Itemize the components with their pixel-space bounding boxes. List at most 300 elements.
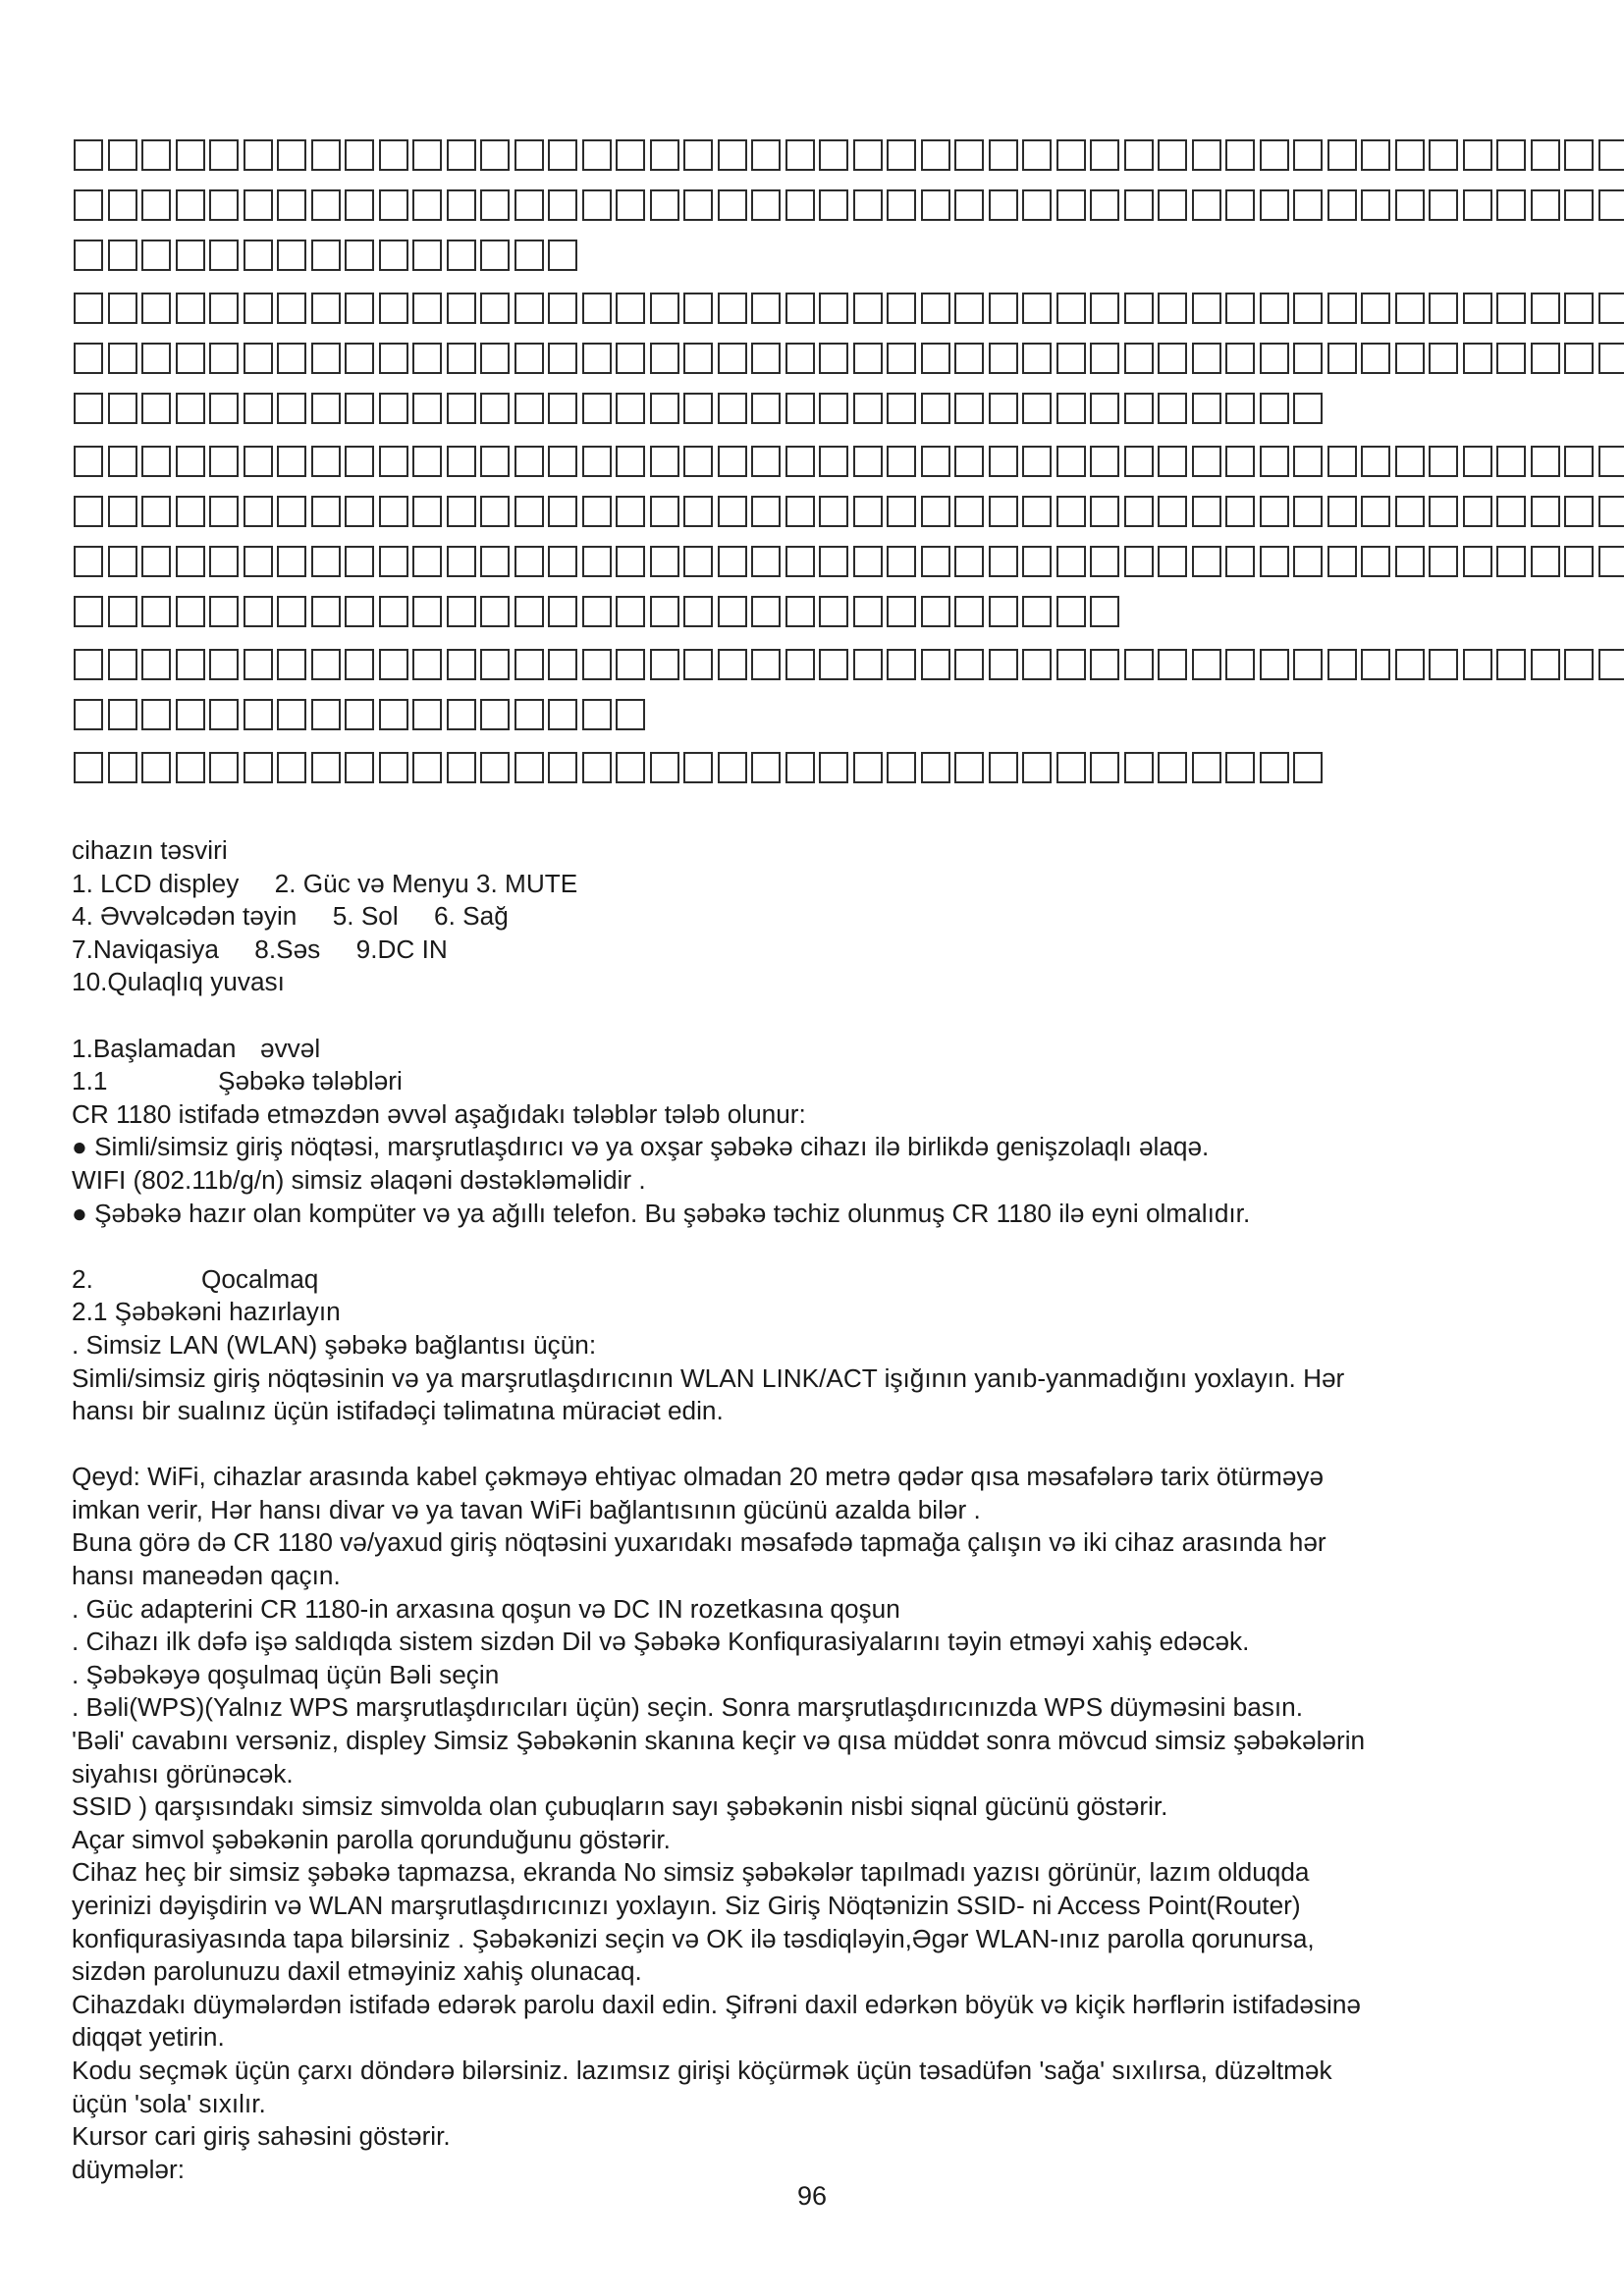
missing-glyph-box bbox=[1260, 752, 1289, 783]
missing-glyph-box bbox=[1327, 293, 1357, 324]
missing-glyph-box bbox=[718, 189, 747, 221]
missing-glyph-box bbox=[548, 240, 577, 271]
missing-glyph-box bbox=[379, 446, 408, 477]
missing-glyph-box bbox=[1056, 596, 1086, 627]
text-line: . Cihazı ilk dəfə işə saldıqda sistem sizdən Dil və Şəbəkə Konfiqurasiyalarını təyin etməyi xahiş edəcək. bbox=[72, 1627, 1250, 1657]
missing-glyph-box bbox=[480, 139, 510, 171]
missing-glyph-box bbox=[718, 596, 747, 627]
missing-glyph-box bbox=[1463, 649, 1492, 680]
missing-glyph-box bbox=[1463, 546, 1492, 577]
missing-glyph-box bbox=[176, 393, 205, 424]
missing-glyph-box bbox=[209, 240, 239, 271]
missing-glyph-box bbox=[548, 649, 577, 680]
missing-glyph-box bbox=[1463, 343, 1492, 374]
missing-glyph-box bbox=[311, 699, 341, 730]
missing-glyph-box bbox=[141, 343, 171, 374]
missing-glyph-box bbox=[853, 446, 883, 477]
missing-glyph-box bbox=[616, 446, 645, 477]
missing-glyph-box bbox=[718, 496, 747, 527]
missing-glyph-box bbox=[141, 189, 171, 221]
missing-glyph-box bbox=[209, 139, 239, 171]
missing-glyph-box bbox=[412, 446, 442, 477]
missing-glyph-box bbox=[345, 393, 374, 424]
missing-glyph-box bbox=[548, 293, 577, 324]
missing-glyph-box bbox=[1225, 189, 1255, 221]
missing-glyph-box bbox=[379, 699, 408, 730]
missing-glyph-box bbox=[921, 752, 950, 783]
missing-glyph-box bbox=[1564, 446, 1594, 477]
missing-glyph-box bbox=[1260, 496, 1289, 527]
missing-glyph-box bbox=[447, 189, 476, 221]
missing-glyph-box bbox=[616, 496, 645, 527]
missing-glyph-box bbox=[1192, 446, 1221, 477]
missing-glyph-box bbox=[718, 446, 747, 477]
missing-glyph-box bbox=[921, 446, 950, 477]
missing-glyph-box bbox=[1395, 139, 1425, 171]
missing-glyph-box bbox=[548, 139, 577, 171]
missing-glyph-box bbox=[514, 546, 544, 577]
missing-glyph-box bbox=[1225, 139, 1255, 171]
missing-glyph-box bbox=[1022, 446, 1052, 477]
missing-glyph-box bbox=[1564, 139, 1594, 171]
text-line: Cihazdakı düymələrdən istifadə edərək parolu daxil edin. Şifrəni daxil edərkən böyük və kiçik hərflərin istifadəsinə bbox=[72, 1989, 1361, 2019]
missing-glyph-box bbox=[1395, 446, 1425, 477]
missing-glyph-box bbox=[108, 699, 137, 730]
missing-glyph-box bbox=[412, 596, 442, 627]
missing-glyph-box bbox=[345, 240, 374, 271]
missing-glyph-box bbox=[921, 393, 950, 424]
section-2-heading bbox=[72, 1263, 1584, 1297]
missing-glyph-box bbox=[887, 649, 916, 680]
missing-glyph-box bbox=[1463, 293, 1492, 324]
missing-glyph-box bbox=[412, 189, 442, 221]
missing-glyph-box bbox=[989, 649, 1018, 680]
missing-glyph-box bbox=[1022, 752, 1052, 783]
missing-glyph-box bbox=[853, 546, 883, 577]
missing-glyph-box bbox=[751, 596, 781, 627]
missing-glyph-box bbox=[819, 293, 848, 324]
missing-glyph-box bbox=[1463, 189, 1492, 221]
missing-glyph-box bbox=[480, 189, 510, 221]
missing-glyph-box bbox=[718, 393, 747, 424]
missing-glyph-box bbox=[1564, 496, 1594, 527]
missing-glyph-box bbox=[447, 546, 476, 577]
missing-glyph-box bbox=[345, 343, 374, 374]
missing-glyph-box bbox=[1225, 393, 1255, 424]
missing-glyph-box bbox=[1225, 546, 1255, 577]
missing-glyph-box bbox=[1598, 496, 1624, 527]
missing-glyph-box bbox=[616, 546, 645, 577]
missing-glyph-box bbox=[853, 596, 883, 627]
missing-glyph-box bbox=[480, 240, 510, 271]
device-parts-line-2: 4. Əvvəlcədən təyin 5. Sol 6. Sağ bbox=[72, 901, 509, 932]
missing-glyph-box bbox=[1361, 649, 1390, 680]
missing-glyph-box bbox=[1598, 139, 1624, 171]
missing-glyph-box bbox=[853, 343, 883, 374]
missing-glyph-box bbox=[379, 240, 408, 271]
missing-glyph-box bbox=[1395, 496, 1425, 527]
missing-glyph-box bbox=[74, 293, 103, 324]
missing-glyph-box bbox=[1395, 343, 1425, 374]
missing-glyph-box bbox=[141, 139, 171, 171]
missing-glyph-box bbox=[311, 752, 341, 783]
missing-glyph-box bbox=[683, 546, 713, 577]
missing-glyph-box bbox=[1158, 752, 1187, 783]
missing-glyph-box bbox=[412, 752, 442, 783]
missing-glyph-box bbox=[1124, 649, 1154, 680]
missing-glyph-box bbox=[141, 496, 171, 527]
missing-glyph-box bbox=[311, 343, 341, 374]
missing-glyph-box bbox=[1327, 446, 1357, 477]
missing-glyph-box bbox=[1090, 189, 1119, 221]
missing-glyph-box bbox=[209, 752, 239, 783]
missing-glyph-box bbox=[244, 293, 273, 324]
missing-glyph-box bbox=[1531, 546, 1560, 577]
section-1-1-title: Şəbəkə tələbləri bbox=[218, 1066, 403, 1096]
missing-glyph-box bbox=[311, 393, 341, 424]
missing-glyph-box bbox=[1124, 293, 1154, 324]
missing-glyph-box bbox=[277, 343, 306, 374]
missing-glyph-box bbox=[751, 189, 781, 221]
missing-glyph-box bbox=[989, 343, 1018, 374]
missing-glyph-box bbox=[277, 139, 306, 171]
missing-glyph-box bbox=[176, 546, 205, 577]
missing-glyph-box bbox=[480, 699, 510, 730]
text-line: sizdən parolunuzu daxil etməyiniz xahiş olunacaq. bbox=[72, 1956, 642, 1987]
text-line: konfiqurasiyasında tapa bilərsiniz . Şəbəkənizi seçin və OK ilə təsdiqləyin,Əgər WLAN-ınız parolla qorunursa, bbox=[72, 1923, 1315, 1953]
missing-glyph-box bbox=[1022, 546, 1052, 577]
missing-glyph-box bbox=[379, 343, 408, 374]
missing-glyph-box bbox=[1192, 496, 1221, 527]
missing-glyph-box bbox=[1022, 343, 1052, 374]
text-line: Buna görə də CR 1180 və/yaxud giriş nöqtəsini yuxarıdakı məsafədə tapmağa çalışın və iki cihaz arasında hər bbox=[72, 1527, 1326, 1558]
missing-glyph-box bbox=[480, 752, 510, 783]
missing-glyph-box bbox=[819, 752, 848, 783]
missing-glyph-box bbox=[1429, 649, 1458, 680]
missing-glyph-box bbox=[1192, 649, 1221, 680]
missing-glyph-box bbox=[1124, 446, 1154, 477]
missing-glyph-box bbox=[1056, 546, 1086, 577]
missing-glyph-box bbox=[989, 596, 1018, 627]
missing-glyph-box bbox=[1260, 343, 1289, 374]
placeholder-row bbox=[74, 699, 1576, 749]
section-2-title: Qocalmaq bbox=[201, 1263, 319, 1294]
missing-glyph-box bbox=[751, 446, 781, 477]
missing-glyph-box bbox=[108, 240, 137, 271]
missing-glyph-box bbox=[683, 189, 713, 221]
missing-glyph-box bbox=[1260, 546, 1289, 577]
missing-glyph-box bbox=[887, 496, 916, 527]
missing-glyph-box bbox=[582, 699, 612, 730]
missing-glyph-box bbox=[1463, 139, 1492, 171]
missing-glyph-box bbox=[819, 343, 848, 374]
missing-glyph-box bbox=[447, 446, 476, 477]
missing-glyph-box bbox=[108, 649, 137, 680]
missing-glyph-box bbox=[1158, 343, 1187, 374]
placeholder-row bbox=[74, 343, 1576, 393]
missing-glyph-box bbox=[1564, 546, 1594, 577]
missing-glyph-box bbox=[480, 596, 510, 627]
missing-glyph-box bbox=[751, 293, 781, 324]
missing-glyph-box bbox=[1090, 446, 1119, 477]
missing-glyph-box bbox=[785, 649, 815, 680]
section-1-1-number: 1.1 bbox=[72, 1066, 108, 1096]
missing-glyph-box bbox=[209, 393, 239, 424]
missing-glyph-box bbox=[74, 546, 103, 577]
missing-glyph-box bbox=[921, 139, 950, 171]
missing-glyph-box bbox=[209, 496, 239, 527]
missing-glyph-box bbox=[1192, 752, 1221, 783]
text-line: SSID ) qarşısındakı simsiz simvolda olan çubuqların sayı şəbəkənin nisbi siqnal gücünü göstərir. bbox=[72, 1791, 1168, 1822]
missing-glyph-box bbox=[683, 343, 713, 374]
missing-glyph-box bbox=[1293, 139, 1323, 171]
missing-glyph-box bbox=[311, 496, 341, 527]
placeholder-row bbox=[74, 393, 1576, 443]
missing-glyph-box bbox=[616, 649, 645, 680]
missing-glyph-box bbox=[277, 752, 306, 783]
missing-glyph-box bbox=[954, 496, 984, 527]
missing-glyph-box bbox=[989, 293, 1018, 324]
missing-glyph-box bbox=[209, 649, 239, 680]
missing-glyph-box bbox=[514, 139, 544, 171]
missing-glyph-box bbox=[582, 649, 612, 680]
missing-glyph-box bbox=[412, 240, 442, 271]
device-parts-line-3: 7.Naviqasiya 8.Səs 9.DC IN bbox=[72, 934, 448, 964]
missing-glyph-box bbox=[785, 596, 815, 627]
missing-glyph-box bbox=[277, 596, 306, 627]
missing-glyph-box bbox=[480, 496, 510, 527]
missing-glyph-box bbox=[277, 446, 306, 477]
placeholder-row bbox=[74, 446, 1576, 496]
missing-glyph-box bbox=[176, 343, 205, 374]
missing-glyph-box bbox=[989, 752, 1018, 783]
missing-glyph-box bbox=[650, 393, 679, 424]
device-description-title: cihazın təsviri bbox=[72, 835, 228, 865]
missing-glyph-box bbox=[1260, 649, 1289, 680]
section-1-heading bbox=[72, 1033, 1584, 1066]
missing-glyph-box bbox=[616, 752, 645, 783]
missing-glyph-box bbox=[989, 139, 1018, 171]
missing-glyph-box bbox=[1158, 139, 1187, 171]
missing-glyph-box bbox=[1598, 293, 1624, 324]
missing-glyph-box bbox=[616, 596, 645, 627]
missing-glyph-box bbox=[1361, 293, 1390, 324]
missing-glyph-box bbox=[176, 139, 205, 171]
missing-glyph-box bbox=[751, 496, 781, 527]
section-1-number: 1.Başlamadan bbox=[72, 1033, 237, 1063]
missing-glyph-box bbox=[1056, 752, 1086, 783]
missing-glyph-box bbox=[345, 649, 374, 680]
missing-glyph-box bbox=[1260, 393, 1289, 424]
missing-glyph-box bbox=[751, 649, 781, 680]
missing-glyph-box bbox=[1395, 293, 1425, 324]
missing-glyph-box bbox=[548, 596, 577, 627]
missing-glyph-box bbox=[1496, 189, 1526, 221]
missing-glyph-box bbox=[244, 649, 273, 680]
missing-glyph-box bbox=[887, 546, 916, 577]
missing-glyph-box bbox=[1022, 189, 1052, 221]
missing-glyph-box bbox=[819, 649, 848, 680]
missing-glyph-box bbox=[412, 496, 442, 527]
missing-glyph-box bbox=[1124, 752, 1154, 783]
missing-glyph-box bbox=[514, 752, 544, 783]
missing-glyph-box bbox=[954, 649, 984, 680]
missing-glyph-box bbox=[74, 139, 103, 171]
missing-glyph-box bbox=[1496, 343, 1526, 374]
missing-glyph-box bbox=[785, 496, 815, 527]
missing-glyph-box bbox=[718, 139, 747, 171]
missing-glyph-box bbox=[1293, 649, 1323, 680]
missing-glyph-box bbox=[1158, 293, 1187, 324]
missing-glyph-box bbox=[887, 189, 916, 221]
missing-glyph-box bbox=[74, 496, 103, 527]
missing-glyph-box bbox=[1564, 189, 1594, 221]
missing-glyph-box bbox=[244, 699, 273, 730]
missing-glyph-box bbox=[244, 189, 273, 221]
missing-glyph-box bbox=[277, 546, 306, 577]
missing-glyph-box bbox=[74, 596, 103, 627]
missing-glyph-box bbox=[785, 293, 815, 324]
missing-glyph-box bbox=[1090, 752, 1119, 783]
missing-glyph-box bbox=[345, 446, 374, 477]
missing-glyph-box bbox=[650, 189, 679, 221]
missing-glyph-box bbox=[650, 752, 679, 783]
placeholder-row bbox=[74, 293, 1576, 343]
missing-glyph-box bbox=[1598, 546, 1624, 577]
missing-glyph-box bbox=[514, 699, 544, 730]
missing-glyph-box bbox=[176, 189, 205, 221]
missing-glyph-box bbox=[244, 596, 273, 627]
missing-glyph-box bbox=[1327, 189, 1357, 221]
missing-glyph-box bbox=[277, 393, 306, 424]
missing-glyph-box bbox=[514, 293, 544, 324]
missing-glyph-box bbox=[1124, 139, 1154, 171]
missing-glyph-box bbox=[582, 446, 612, 477]
missing-glyph-box bbox=[921, 293, 950, 324]
missing-glyph-box bbox=[785, 189, 815, 221]
missing-glyph-box bbox=[514, 596, 544, 627]
device-parts-line-4: 10.Qulaqlıq yuvası bbox=[72, 967, 285, 997]
text-line: Kodu seçmək üçün çarxı döndərə bilərsiniz. lazımsız girişi köçürmək üçün təsadüfən 'sağa' sıxılırsa, düzəltmək bbox=[72, 2055, 1332, 2085]
missing-glyph-box bbox=[989, 546, 1018, 577]
missing-glyph-box bbox=[141, 649, 171, 680]
missing-glyph-box bbox=[1124, 393, 1154, 424]
missing-glyph-box bbox=[683, 446, 713, 477]
missing-glyph-box bbox=[650, 293, 679, 324]
placeholder-row bbox=[74, 546, 1576, 596]
missing-glyph-box bbox=[1056, 139, 1086, 171]
missing-glyph-box bbox=[1192, 139, 1221, 171]
placeholder-row bbox=[74, 189, 1576, 240]
text-line: Açar simvol şəbəkənin parolla qorunduğunu göstərir. bbox=[72, 1824, 671, 1854]
missing-glyph-box bbox=[548, 393, 577, 424]
missing-glyph-box bbox=[1564, 293, 1594, 324]
missing-glyph-box bbox=[311, 446, 341, 477]
manual-text bbox=[72, 834, 1584, 2186]
missing-glyph-box bbox=[785, 343, 815, 374]
missing-glyph-box bbox=[1260, 446, 1289, 477]
missing-glyph-box bbox=[683, 596, 713, 627]
missing-glyph-box bbox=[345, 293, 374, 324]
missing-glyph-box bbox=[108, 393, 137, 424]
text-line: CR 1180 istifadə etməzdən əvvəl aşağıdakı tələblər tələb olunur: bbox=[72, 1098, 806, 1129]
missing-glyph-box bbox=[447, 393, 476, 424]
missing-glyph-box bbox=[1124, 496, 1154, 527]
missing-glyph-box bbox=[176, 699, 205, 730]
missing-glyph-box bbox=[1429, 293, 1458, 324]
missing-glyph-box bbox=[141, 699, 171, 730]
missing-glyph-box bbox=[1598, 189, 1624, 221]
missing-glyph-box bbox=[244, 393, 273, 424]
missing-glyph-box bbox=[345, 189, 374, 221]
missing-glyph-box bbox=[447, 240, 476, 271]
missing-glyph-box bbox=[1225, 496, 1255, 527]
missing-glyph-box bbox=[277, 240, 306, 271]
missing-glyph-box bbox=[819, 546, 848, 577]
missing-glyph-box bbox=[785, 139, 815, 171]
missing-glyph-box bbox=[954, 752, 984, 783]
missing-glyph-box bbox=[209, 189, 239, 221]
missing-glyph-box bbox=[447, 752, 476, 783]
missing-glyph-box bbox=[582, 496, 612, 527]
missing-glyph-box bbox=[379, 189, 408, 221]
missing-glyph-box bbox=[379, 393, 408, 424]
missing-glyph-box bbox=[108, 596, 137, 627]
missing-glyph-box bbox=[921, 596, 950, 627]
missing-glyph-box bbox=[683, 752, 713, 783]
missing-glyph-box bbox=[176, 596, 205, 627]
missing-glyph-box bbox=[683, 393, 713, 424]
missing-glyph-box bbox=[582, 139, 612, 171]
missing-glyph-box bbox=[412, 393, 442, 424]
missing-glyph-box bbox=[1327, 546, 1357, 577]
missing-glyph-box bbox=[1225, 649, 1255, 680]
missing-glyph-box bbox=[616, 699, 645, 730]
missing-glyph-box bbox=[954, 189, 984, 221]
missing-glyph-box bbox=[650, 546, 679, 577]
missing-glyph-box bbox=[277, 496, 306, 527]
missing-glyph-box bbox=[176, 752, 205, 783]
text-line: . Güc adapterini CR 1180-in arxasına qoşun və DC IN rozetkasına qoşun bbox=[72, 1593, 900, 1624]
text-line: siyahısı görünəcək. bbox=[72, 1758, 294, 1789]
missing-glyph-box bbox=[785, 393, 815, 424]
missing-glyph-box bbox=[277, 189, 306, 221]
missing-glyph-box bbox=[74, 240, 103, 271]
text-line: Simli/simsiz giriş nöqtəsinin və ya marşrutlaşdırıcının WLAN LINK/ACT işığının yanıb-yanmadığını yoxlayın. Hər bbox=[72, 1362, 1345, 1393]
missing-glyph-box bbox=[447, 649, 476, 680]
missing-glyph-box bbox=[1158, 649, 1187, 680]
missing-glyph-box bbox=[683, 496, 713, 527]
missing-glyph-box bbox=[582, 343, 612, 374]
missing-glyph-box bbox=[176, 649, 205, 680]
text-line: Qeyd: WiFi, cihazlar arasında kabel çəkməyə ehtiyac olmadan 20 metrə qədər qısa məsafələrə tarix ötürməyə bbox=[72, 1462, 1325, 1492]
missing-glyph-box bbox=[1564, 649, 1594, 680]
missing-glyph-box bbox=[412, 139, 442, 171]
missing-glyph-box bbox=[209, 546, 239, 577]
missing-glyph-box bbox=[209, 293, 239, 324]
missing-glyph-box bbox=[616, 293, 645, 324]
missing-glyph-box bbox=[1022, 496, 1052, 527]
section-2-1-heading: 2.1 Şəbəkəni hazırlayın bbox=[72, 1297, 341, 1327]
missing-glyph-box bbox=[1158, 496, 1187, 527]
text-line: üçün 'sola' sıxılır. bbox=[72, 2088, 266, 2118]
missing-glyph-box bbox=[853, 649, 883, 680]
missing-glyph-box bbox=[1124, 189, 1154, 221]
missing-glyph-box bbox=[1056, 189, 1086, 221]
missing-glyph-box bbox=[108, 446, 137, 477]
missing-glyph-box bbox=[650, 139, 679, 171]
missing-glyph-box bbox=[887, 752, 916, 783]
